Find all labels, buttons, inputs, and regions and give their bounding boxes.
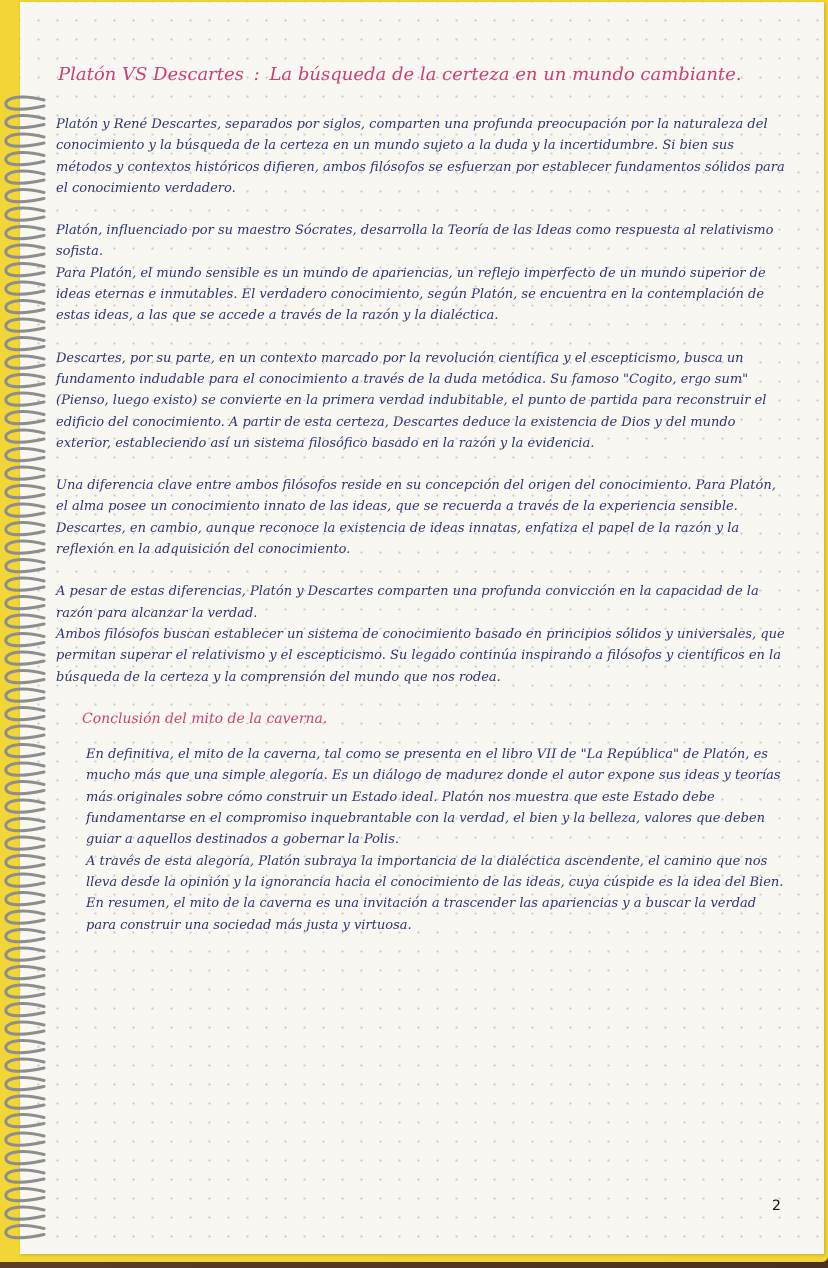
spiral-coil xyxy=(6,763,44,775)
spiral-coil xyxy=(6,652,44,664)
spiral-coil xyxy=(6,930,44,942)
spiral-coil xyxy=(6,1133,44,1145)
paragraph-introduction: Platón y René Descartes, separados por siglos, comparten una profunda preocupación por la naturaleza del conocimiento y la búsqueda de la certeza en un mundo sujeto a la duda y la incertidumbre. Si bien sus métodos y contextos históricos difieren, ambos filósofos se esfuerzan por establecer fundamentos sólidos para el conocimiento verdadero. xyxy=(56,117,785,196)
spiral-coil xyxy=(6,560,44,572)
conclusion-paragraph-definitiva: En definitiva, el mito de la caverna, tal como se presenta en el libro VII de "La República" de Platón, es mucho más que una simple alegoría. Es un diálogo de madurez donde el autor expone sus ideas y teorías más originales sobre cómo construir un Estado ideal. Platón nos muestra que este Estado debe fundamentarse en el compromiso inquebrantable con la verdad, el bien y la belleza, valores que deben guiar a aquellos destinados a gobernar la Polis. xyxy=(86,747,781,848)
spiral-coil xyxy=(6,301,44,313)
spiral-coil xyxy=(6,1041,44,1053)
spiral-coil xyxy=(6,819,44,831)
page-number: 2 xyxy=(772,1198,781,1214)
spiral-binding xyxy=(0,90,48,1250)
paragraph-legacy: Ambos filósofos buscan establecer un sistema de conocimiento basado en principios sólidos y universales, que permitan superar el relativismo y el escepticismo. Su legado continúa inspirando a filósofos y científicos en la búsqueda de la certeza y la comprensión del mundo que nos rodea. xyxy=(56,626,785,685)
spiral-coil xyxy=(6,338,44,350)
spiral-coil xyxy=(6,134,44,146)
spiral-coil xyxy=(6,708,44,720)
spiral-coil xyxy=(6,153,44,165)
spiral-coil xyxy=(6,227,44,239)
spiral-coil xyxy=(6,948,44,960)
spiral-coil xyxy=(6,1152,44,1164)
spiral-coil xyxy=(6,1170,44,1182)
spiral-coil xyxy=(6,208,44,220)
paragraph-conviction: A pesar de estas diferencias, Platón y Descartes comparten una profunda convicción en la capacidad de la razón para alcanzar la verdad. xyxy=(56,584,759,621)
conclusion-heading: Conclusión del mito de la caverna. xyxy=(82,710,328,727)
spiral-coil xyxy=(6,245,44,257)
spiral-coil xyxy=(6,282,44,294)
spiral-coil xyxy=(6,967,44,979)
spiral-coil xyxy=(6,486,44,498)
spiral-coil xyxy=(6,856,44,868)
spiral-coil xyxy=(6,689,44,701)
spiral-coil xyxy=(6,726,44,738)
spiral-coil xyxy=(6,1226,44,1238)
spiral-coil xyxy=(6,504,44,516)
spiral-coil xyxy=(6,893,44,905)
spiral-coil xyxy=(6,1078,44,1090)
spiral-coil xyxy=(6,1004,44,1016)
spiral-coil xyxy=(6,597,44,609)
page-title xyxy=(58,64,798,85)
spiral-coil xyxy=(6,1115,44,1127)
spiral-coil xyxy=(6,1022,44,1034)
spiral-coil xyxy=(6,356,44,368)
spiral-coil xyxy=(6,412,44,424)
spiral-coil xyxy=(6,467,44,479)
title-separator: : xyxy=(253,64,260,85)
spiral-coil xyxy=(6,911,44,923)
spiral-coil xyxy=(6,97,44,109)
paragraph-plato-world: Para Platón, el mundo sensible es un mundo de apariencias, un reflejo imperfecto de un mundo superior de ideas eternas e inmutables. El verdadero conocimiento, según Platón, se encuentra en la contemplación de estas ideas, a las que se accede a través de la razón y la dialéctica. xyxy=(56,265,766,324)
essay-body xyxy=(56,114,786,957)
spiral-coil xyxy=(6,745,44,757)
paragraph-descartes-reason: Descartes, en cambio, aunque reconoce la existencia de ideas innatas, enfatiza el papel de la razón y la reflexión en la adquisición del conocimiento. xyxy=(56,520,740,558)
title-part1: Platón VS Descartes xyxy=(58,64,244,85)
spiral-coil xyxy=(6,578,44,590)
spiral-coil xyxy=(6,782,44,794)
spiral-coil xyxy=(6,171,44,183)
spiral-coil xyxy=(6,615,44,627)
spiral-coil xyxy=(6,1096,44,1108)
spiral-coil xyxy=(6,393,44,405)
paragraph-plato-ideas: Platón, influenciado por su maestro Sócrates, desarrolla la Teoría de las Ideas como respuesta al relativismo sofista. xyxy=(56,223,774,260)
spiral-coil xyxy=(6,375,44,387)
spiral-coil xyxy=(6,1207,44,1219)
spiral-coil xyxy=(6,1059,44,1071)
title-part2: La búsqueda de la certeza en un mundo cambiante. xyxy=(269,64,742,85)
spiral-coil xyxy=(6,430,44,442)
paragraph-descartes: Descartes, por su parte, en un contexto marcado por la revolución científica y el escepticismo, busca un fundamento indudable para el conocimiento a través de la duda metódica. Su famoso "Cogito, ergo sum" (Pienso, luego existo) se convierte en la primera verdad indubitable, el punto de partida para reconstruir el edificio del conocimiento. A partir de esta certeza, Descartes deduce la existencia de Dios y del mundo exterior, estableciendo así un sistema filosófico basado en la razón y la evidencia. xyxy=(56,350,767,451)
spiral-coil xyxy=(6,264,44,276)
spiral-coil xyxy=(6,1189,44,1201)
spiral-coil xyxy=(6,523,44,535)
spiral-coil xyxy=(6,985,44,997)
spiral-coil xyxy=(6,116,44,128)
spiral-coil xyxy=(6,671,44,683)
paragraph-difference: Una diferencia clave entre ambos filósofos reside en su concepción del origen del conocimiento. Para Platón, el alma posee un conocimiento innato de las ideas, que se recuerda a través de la experiencia sensible. xyxy=(56,478,776,515)
spiral-coil xyxy=(6,541,44,553)
spiral-coil xyxy=(6,319,44,331)
conclusion-paragraph-resumen: En resumen, el mito de la caverna es una invitación a trascender las apariencias y a buscar la verdad para construir una sociedad más justa y virtuosa. xyxy=(86,896,757,933)
spiral-coil xyxy=(6,634,44,646)
spiral-coil xyxy=(6,800,44,812)
conclusion-section xyxy=(56,744,786,936)
conclusion-paragraph-dialectica: A través de esta alegoría, Platón subraya la importancia de la dialéctica ascendente, el camino que nos lleva desde la opinión y la ignorancia hacia el conocimiento de las ideas, cuya cúspide es la idea del Bien. xyxy=(86,853,784,890)
spiral-coil xyxy=(6,449,44,461)
spiral-coil xyxy=(6,190,44,202)
spiral-coil xyxy=(6,837,44,849)
spiral-coil xyxy=(6,874,44,886)
